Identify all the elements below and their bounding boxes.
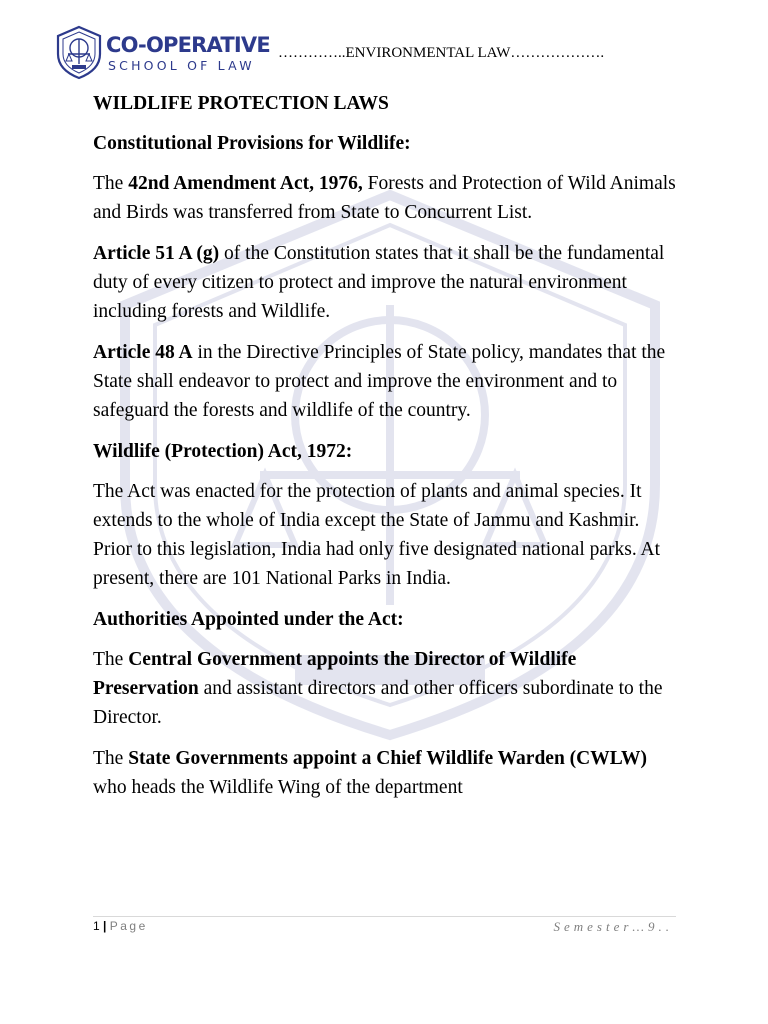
bold-text: 42nd Amendment Act, 1976, (128, 173, 363, 194)
footer-page-number (93, 919, 148, 933)
paragraph-text: of the Constitution states that it shall be the fundamental duty of every citizen to protect and improve the natural environment including forests and Wildlife. (93, 243, 665, 322)
bold-text: Article 51 A (g) (93, 243, 220, 264)
page-separator: | (99, 919, 110, 933)
section-heading-authorities: Authorities Appointed under the Act: (93, 609, 404, 630)
header-subject: …………..ENVIRONMENTAL LAW………………. (278, 45, 605, 61)
page-number: 1 (93, 919, 100, 933)
document-title: WILDLIFE PROTECTION LAWS (93, 93, 389, 114)
document-body (93, 89, 683, 814)
paragraph-article-51a (93, 239, 683, 326)
paragraph-state-governments (93, 744, 683, 802)
footer-semester: Semester…9.. (553, 919, 673, 934)
paragraph-text: The (93, 649, 129, 670)
section-heading-wildlife-act: Wildlife (Protection) Act, 1972: (93, 441, 353, 462)
paragraph-text: Forests and Protection of Wild Animals and Birds was transferred from State to Concurrent List. (93, 173, 676, 223)
logo-title: CO-OPERATIVE (106, 33, 270, 57)
footer-divider (93, 916, 676, 917)
school-emblem-icon (54, 24, 104, 80)
bold-text: Central Government appoints the Director of Wildlife Preservation (93, 649, 577, 699)
paragraph-text: The (93, 748, 129, 769)
bold-text: State Governments appoint a Chief Wildlife Warden (CWLW) (128, 748, 647, 769)
paragraph-text: and assistant directors and other officers subordinate to the Director. (93, 678, 663, 728)
bold-text: Article 48 A (93, 342, 193, 363)
school-logo (54, 24, 270, 82)
page-label: Page (109, 919, 148, 933)
paragraph-central-government (93, 645, 683, 732)
paragraph-text: The (93, 173, 129, 194)
paragraph-text: in the Directive Principles of State policy, mandates that the State shall endeavor to protect and improve the environment and to safeguard the forests and wildlife of the country. (93, 342, 666, 421)
paragraph-article-48a (93, 338, 683, 425)
logo-subtitle: SCHOOL OF LAW (108, 58, 255, 73)
paragraph-42nd-amendment (93, 169, 683, 227)
paragraph-wildlife-act: The Act was enacted for the protection of plants and animal species. It extends to the whole of India except the State of Jammu and Kashmir. Prior to this legislation, India had only five designated national parks. At present, there are 101 National Parks in India. (93, 481, 661, 589)
paragraph-text: who heads the Wildlife Wing of the department (93, 777, 463, 798)
section-heading-constitutional: Constitutional Provisions for Wildlife: (93, 133, 411, 154)
